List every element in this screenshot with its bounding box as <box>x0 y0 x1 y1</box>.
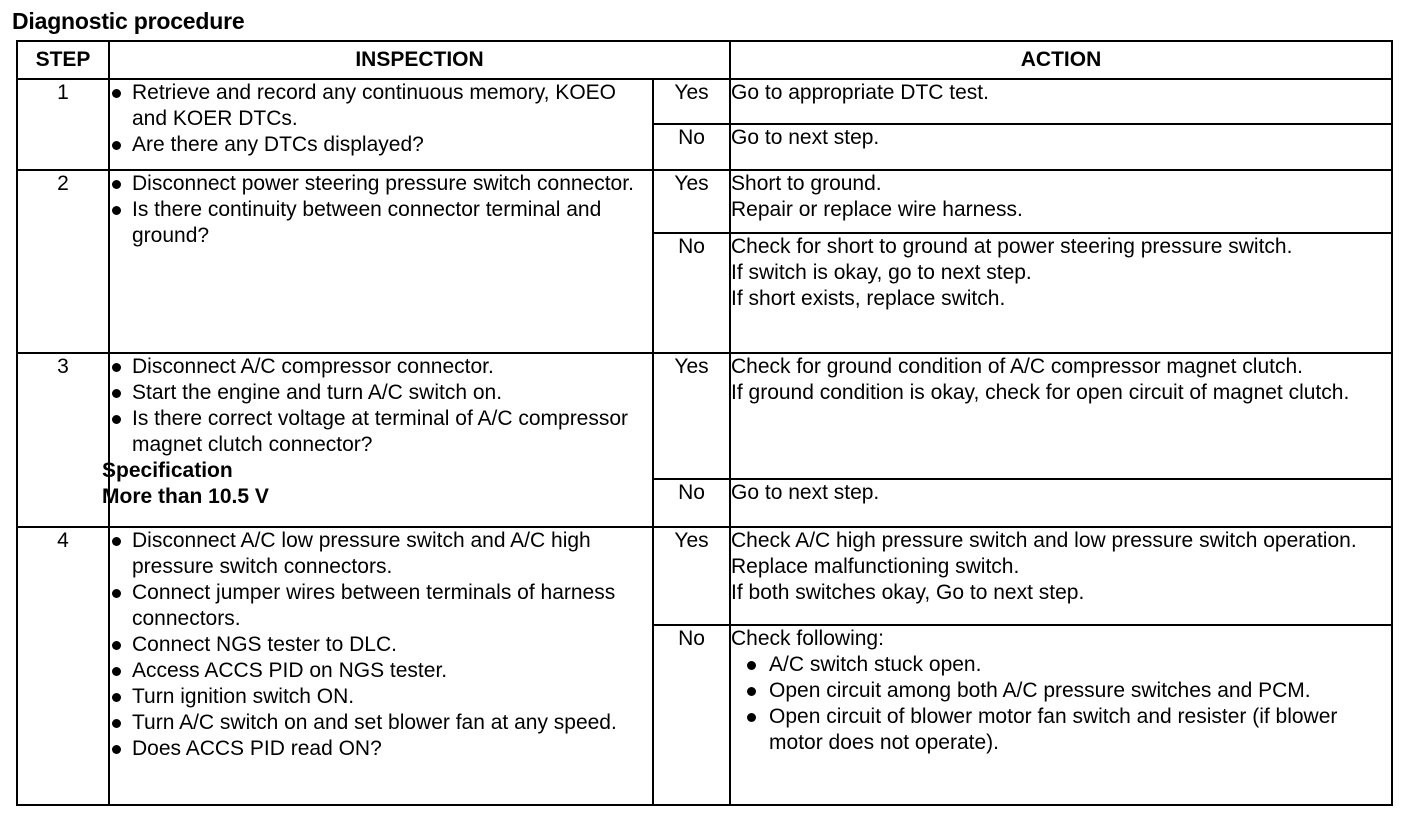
inspection-item: Turn A/C switch on and set blower fan at any speed. <box>110 710 652 736</box>
inspection-item: Start the engine and turn A/C switch on. <box>110 380 652 406</box>
step-2-no-action <box>730 233 1392 353</box>
action-intro: Check following: <box>731 627 884 650</box>
diagnostic-table <box>16 40 1393 806</box>
inspection-item: Is there continuity between connector terminal and ground? <box>110 197 652 249</box>
step-number: 4 <box>17 527 109 805</box>
action-line: Go to appropriate DTC test. <box>731 81 989 104</box>
action-line: Check A/C high pressure switch and low pressure switch operation. Replace malfunctioning switch. <box>731 529 1357 578</box>
action-bullet: Open circuit among both A/C pressure switches and PCM. <box>745 678 1391 704</box>
no-label: No <box>653 625 730 805</box>
inspection-item: Is there correct voltage at terminal of A/C compressor magnet clutch connector? <box>110 406 652 458</box>
action-line: Go to next step. <box>731 481 880 504</box>
yes-label: Yes <box>653 79 730 124</box>
inspection-item: Disconnect A/C compressor connector. <box>110 354 652 380</box>
step-number: 3 <box>17 353 109 527</box>
inspection-item: Disconnect power steering pressure switch connector. <box>110 171 652 197</box>
action-line: Repair or replace wire harness. <box>731 198 1023 221</box>
no-label: No <box>653 233 730 353</box>
step-4-inspection <box>109 527 653 805</box>
step-number: 2 <box>17 170 109 353</box>
specification-value: More than 10.5 V <box>102 485 269 508</box>
no-label: No <box>653 479 730 527</box>
inspection-item: Turn ignition switch ON. <box>110 684 652 710</box>
step-4-yes-row <box>17 527 1392 625</box>
step-2-yes-action <box>730 170 1392 233</box>
header-inspection: INSPECTION <box>109 41 730 79</box>
step-1-inspection <box>109 79 653 170</box>
action-line: If switch is okay, go to next step. <box>731 261 1032 284</box>
step-1-yes-action <box>730 79 1392 124</box>
inspection-item: Retrieve and record any continuous memory, KOEO and KOER DTCs. <box>110 80 652 132</box>
header-step: STEP <box>17 41 109 79</box>
action-bullet: Open circuit of blower motor fan switch and resister (if blower motor does not operate). <box>745 704 1391 756</box>
action-line: If both switches okay, Go to next step. <box>731 581 1085 604</box>
page-title: Diagnostic procedure <box>12 8 245 34</box>
step-3-yes-row <box>17 353 1392 479</box>
action-bullet: A/C switch stuck open. <box>745 652 1391 678</box>
action-line: If ground condition is okay, check for open circuit of magnet clutch. <box>731 381 1350 404</box>
action-line: Check for ground condition of A/C compressor magnet clutch. <box>731 355 1303 378</box>
inspection-item: Does ACCS PID read ON? <box>110 736 652 762</box>
header-row <box>17 41 1392 79</box>
no-label: No <box>653 124 730 170</box>
step-2-inspection <box>109 170 653 353</box>
specification-label: Specification <box>102 459 233 482</box>
yes-label: Yes <box>653 170 730 233</box>
step-4-no-action <box>730 625 1392 805</box>
inspection-item: Are there any DTCs displayed? <box>110 132 652 158</box>
step-2-yes-row <box>17 170 1392 233</box>
inspection-item: Connect NGS tester to DLC. <box>110 632 652 658</box>
action-line: Check for short to ground at power steering pressure switch. <box>731 235 1293 258</box>
header-action: ACTION <box>730 41 1392 79</box>
step-3-yes-action <box>730 353 1392 479</box>
action-line: Short to ground. <box>731 172 882 195</box>
step-number: 1 <box>17 79 109 170</box>
inspection-item: Access ACCS PID on NGS tester. <box>110 658 652 684</box>
action-line: If short exists, replace switch. <box>731 287 1006 310</box>
step-3-inspection <box>102 353 653 527</box>
inspection-item: Connect jumper wires between terminals of harness connectors. <box>110 580 652 632</box>
inspection-item: Disconnect A/C low pressure switch and A/C high pressure switch connectors. <box>110 528 652 580</box>
step-1-no-action <box>730 124 1392 170</box>
step-3-no-action <box>730 479 1392 527</box>
step-1-yes-row <box>17 79 1392 124</box>
yes-label: Yes <box>653 353 730 479</box>
yes-label: Yes <box>653 527 730 625</box>
step-4-yes-action <box>730 527 1392 625</box>
action-line: Go to next step. <box>731 126 880 149</box>
